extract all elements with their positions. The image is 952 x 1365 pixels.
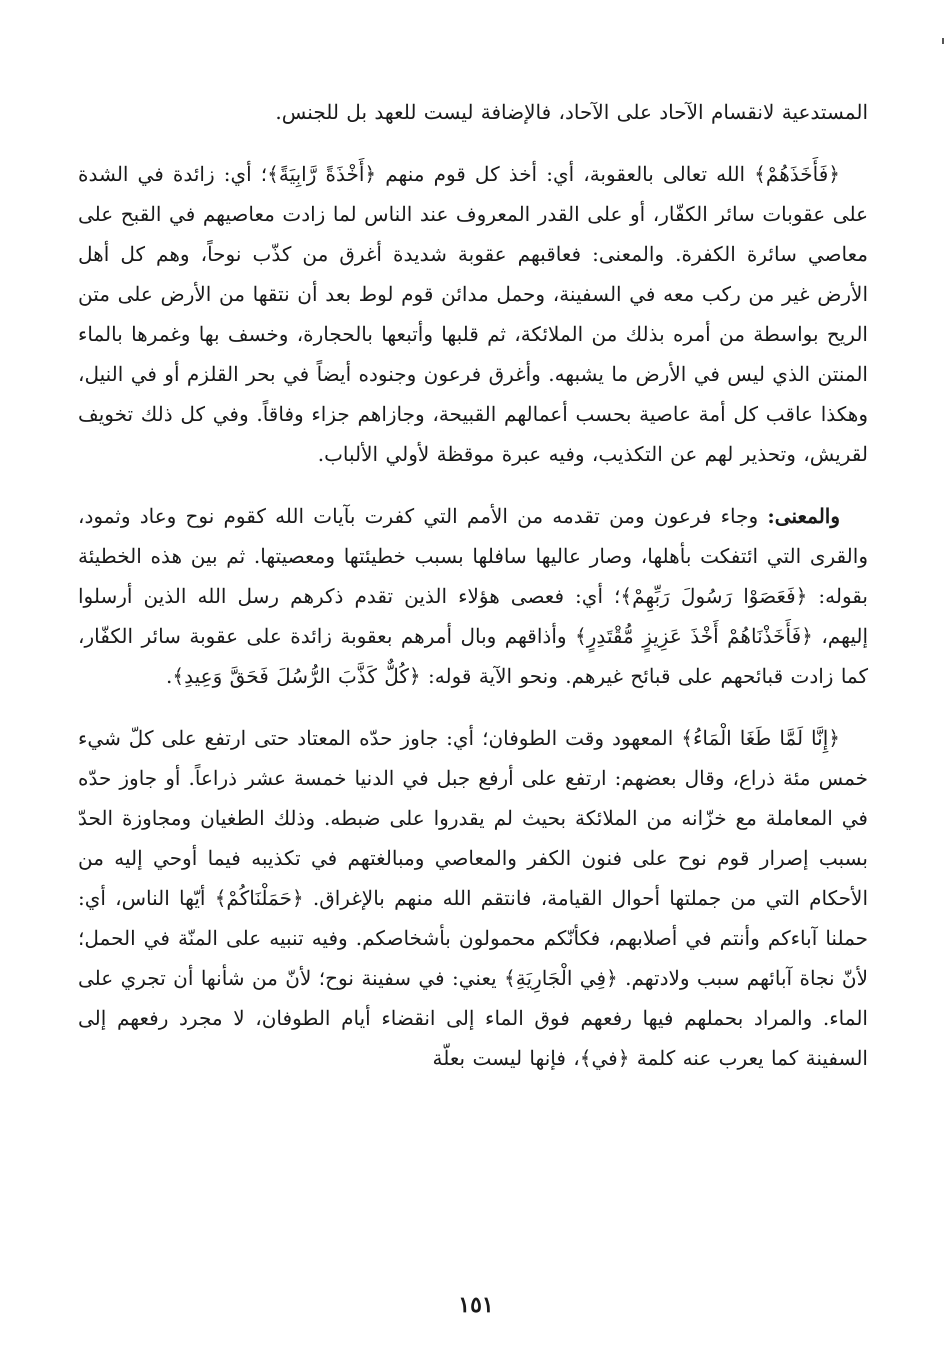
paragraph-4-text: ﴿إِنَّا لَمَّا طَغَا الْمَاءُ﴾ المعهود وقت الطوفان؛ أي: جاوز حدّه المعتاد حتى ارتفع على كلّ شيء خمس مئة ذراع، وقال بعضهم: ارتفع على أرفع جبل في الدنيا خمسة عشر ذراعاً. أو جاوز حدّه في المعاملة مع خزّانه من الملائكة بحيث لم يقدروا على ضبطه. وذلك الطغيان ومجاوزة الحدّ بسبب إصرار قوم نوح على فنون الكفر والمعاصي ومبالغتهم في تكذيبه فيما أوحي إليه من الأحكام التي من جملتها أحوال القيامة، فانتقم الله منهم بالإغراق. ﴿حَمَلْنَاكُمْ﴾ أيّها الناس، أي: حملنا آباءكم وأنتم في أصلابهم، فكأنّكم محمولون بأشخاصكم. وفيه تنبيه على المنّة في الحمل؛ لأنّ نجاة آبائهم سبب ولادتهم. ﴿فِي الْجَارِيَةِ﴾ يعني: في سفينة نوح؛ لأنّ من شأنها أن تجري على الماء. والمراد بحملهم فيها رفعهم فوق الماء إلى انقضاء أيام الطوفان، لا مجرد رفعهم إلى السفينة كما يعرب عنه كلمة ﴿في﴾، فإنها ليست بعلّة	[78, 726, 868, 1070]
paragraph-4	[78, 718, 868, 1078]
paragraph-3	[78, 496, 868, 696]
paragraph-2-text: ﴿فَأَخَذَهُمْ﴾ الله تعالى بالعقوبة، أي: أخذ كل قوم منهم ﴿أَخْذَةً رَّابِيَةً﴾؛ أي: زائدة في الشدة على عقوبات سائر الكفّار، أو على القدر المعروف عند الناس لما زادت معاصيهم في القبح على معاصي سائرة الكفرة. والمعنى: فعاقبهم عقوبة شديدة أغرق من كذّب نوحاً، وهم كل أهل الأرض غير من ركب معه في السفينة، وحمل مدائن قوم لوط بعد أن نتقها من الأرض على متن الريح بواسطة من أمره بذلك من الملائكة، ثم قلبها وأتبعها بالحجارة، وخسف بها وغمرها بالماء المنتن الذي ليس في الأرض ما يشبهه. وأغرق فرعون وجنوده أيضاً في بحر القلزم أو في النيل، وهكذا عاقب كل أمة عاصية بحسب أعمالهم القبيحة، وجازاهم جزاء وفاقاً. وفي كل ذلك تخويف لقريش، وتحذير لهم عن التكذيب، وفيه عبرة موقظة لأولي الألباب.	[78, 162, 868, 466]
scan-mark	[942, 38, 944, 44]
paragraph-1	[78, 92, 868, 132]
page-number: ١٥١	[458, 1292, 494, 1318]
paragraph-3-text: وجاء فرعون ومن تقدمه من الأمم التي كفرت بآيات الله كقوم نوح وعاد وثمود، والقرى التي ائتفكت بأهلها، وصار عاليها سافلها بسبب خطيئتها ومعصيتها. ثم بين هذه الخطيئة بقوله: ﴿فَعَصَوْا رَسُولَ رَبِّهِمْ﴾؛ أي: فعصى هؤلاء الذين تقدم ذكرهم رسل الله الذين أرسلوا إليهم، ﴿فَأَخَذْنَاهُمْ أَخْذَ عَزِيزٍ مُّقْتَدِرٍ﴾ وأذاقهم وبال أمرهم بعقوبة زائدة على عقوبة سائر الكفّار، كما زادت قبائحهم على قبائح غيرهم. ونحو الآية قوله: ﴿كُلٌّ كَذَّبَ الرُّسُلَ فَحَقَّ وَعِيدِ﴾.	[78, 504, 869, 688]
paragraph-2	[78, 154, 868, 474]
paragraph-3-lead: والمعنى:	[767, 504, 840, 528]
page-body	[78, 92, 868, 1078]
paragraph-1-text: المستدعية لانقسام الآحاد على الآحاد، فالإضافة ليست للعهد بل للجنس.	[275, 100, 868, 124]
